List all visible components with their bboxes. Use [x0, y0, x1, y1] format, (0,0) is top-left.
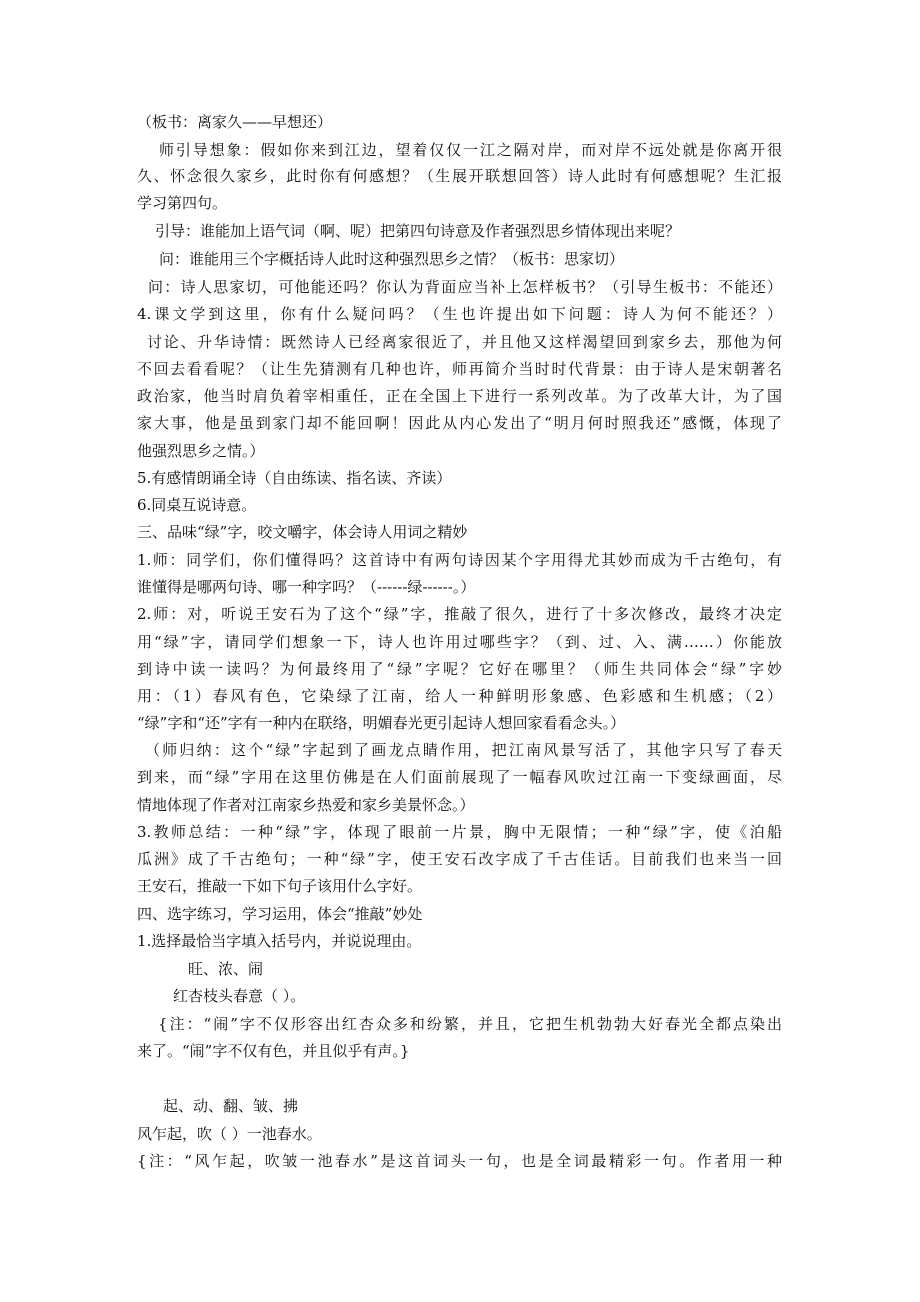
text-line: 不回去看看呢？（让生先猜测有几种也许，师再简介当时时代背景：由于诗人是宋朝著名	[137, 360, 782, 378]
text-line: 1.选择最恰当字填入括号内，并说说理由。	[137, 932, 422, 950]
text-line: 王安石，推敲一下如下句子该用什么字好。	[137, 877, 423, 895]
section-heading: 三、品味“绿”字，咬文嚼字，体会诗人用词之精妙	[137, 523, 468, 541]
text-line: 6.同桌互说诗意。	[137, 496, 257, 514]
section-heading: 四、选字练习，学习运用，体会“推敲”妙处	[137, 905, 423, 923]
text-line: 师引导想象：假如你来到江边，望着仅仅一江之隔对岸，而对岸不远处就是你离开很	[159, 141, 782, 159]
annotation-line: {注：“风乍起，吹皱一池春水”是这首词头一句，也是全词最精彩一句。作者用一种	[137, 1152, 782, 1170]
fill-in-sentence: 红杏枝头春意（ ）。	[173, 987, 306, 1005]
text-line: 到诗中读一读吗？为何最终用了“绿”字呢？它好在哪里？（师生共同体会“绿”字妙	[137, 660, 782, 678]
text-line: 情地体现了作者对江南家乡热爱和家乡美景怀念。）	[137, 796, 475, 814]
annotation-line: 来了。“闹”字不仅有色，并且似乎有声。}	[137, 1042, 410, 1060]
text-line: 用：（1）春风有色，它染绿了江南，给人一种鲜明形象感、色彩感和生机感；（2）	[137, 687, 782, 705]
text-line: 4.课文学到这里，你有什么疑问吗？（生也许提出如下问题：诗人为何不能还？）	[137, 305, 782, 323]
text-line: “绿”字和“还”字有一种内在联络，明媚春光更引起诗人想回家看看念头。）	[137, 714, 626, 732]
text-line: 2.师：对，听说王安石为了这个“绿”字，推敲了很久，进行了十多次修改，最终才决定	[137, 605, 782, 623]
text-line: 家大事，他是虽到家门却不能回啊！因此从内心发出了“明月何时照我还”感慨，体现了	[137, 414, 782, 432]
text-line: 学习第四句。	[137, 194, 228, 212]
text-line: 问：诗人思家切，可他能还吗？你认为背面应当补上怎样板书？（引导生板书：不能还）	[148, 278, 782, 296]
text-line: 用“绿”字，请同学们想象一下，诗人也许用过哪些字？（到、过、入、满……）你能放	[137, 633, 782, 651]
text-line: 到来，而“绿”字用在这里仿佛是在人们面前展现了一幅春风吹过江南一下变绿画面，尽	[137, 768, 782, 786]
text-line: 他强烈思乡之情。）	[137, 442, 265, 460]
text-line: 久、怀念很久家乡，此时你有何感想？（生展开联想回答）诗人此时有何感想呢？生汇报	[137, 167, 782, 185]
text-line: 问：谁能用三个字概括诗人此时这种强烈思乡之情？（板书：思家切）	[159, 250, 625, 268]
text-line: 3.教师总结：一种“绿”字，体现了眼前一片景，胸中无限情；一种“绿”字，使《泊船	[137, 823, 782, 841]
text-line: 谁懂得是哪两句诗、哪一种字吗？（------绿------。）	[137, 578, 476, 596]
text-line: 1.师：同学们，你们懂得吗？这首诗中有两句诗因某个字用得尤其妙而成为千古绝句，有	[137, 551, 782, 569]
text-line: （板书：离家久——早想还）	[137, 113, 333, 131]
word-options: 起、动、翻、皱、拂	[163, 1097, 299, 1115]
text-line: 瓜洲》成了千古绝句；一种“绿”字，使王安石改字成了千古佳话。目前我们也来当一回	[137, 850, 782, 868]
fill-in-sentence: 风乍起，吹（ ）一池春水。	[137, 1125, 322, 1143]
text-line: 讨论、升华诗情：既然诗人已经离家很近了，并且他又这样渴望回到家乡去，那他为何	[147, 333, 782, 351]
text-line: （师归纳：这个“绿”字起到了画龙点睛作用，把江南风景写活了，其他字只写了春天	[145, 741, 782, 759]
text-line: 政治家，他当时肩负着宰相重任，正在全国上下进行一系列改革。为了改革大计，为了国	[137, 387, 782, 405]
text-line: 5.有感情朗诵全诗（自由练读、指名读、齐读）	[137, 469, 452, 487]
word-options: 旺、浓、闹	[188, 960, 264, 978]
annotation-line: {注：“闹”字不仅形容出红杏众多和纷繁，并且，它把生机勃勃大好春光全都点染出	[158, 1015, 782, 1033]
text-line: 引导：谁能加上语气词（啊、呢）把第四句诗意及作者强烈思乡情体现出来呢？	[155, 222, 681, 240]
